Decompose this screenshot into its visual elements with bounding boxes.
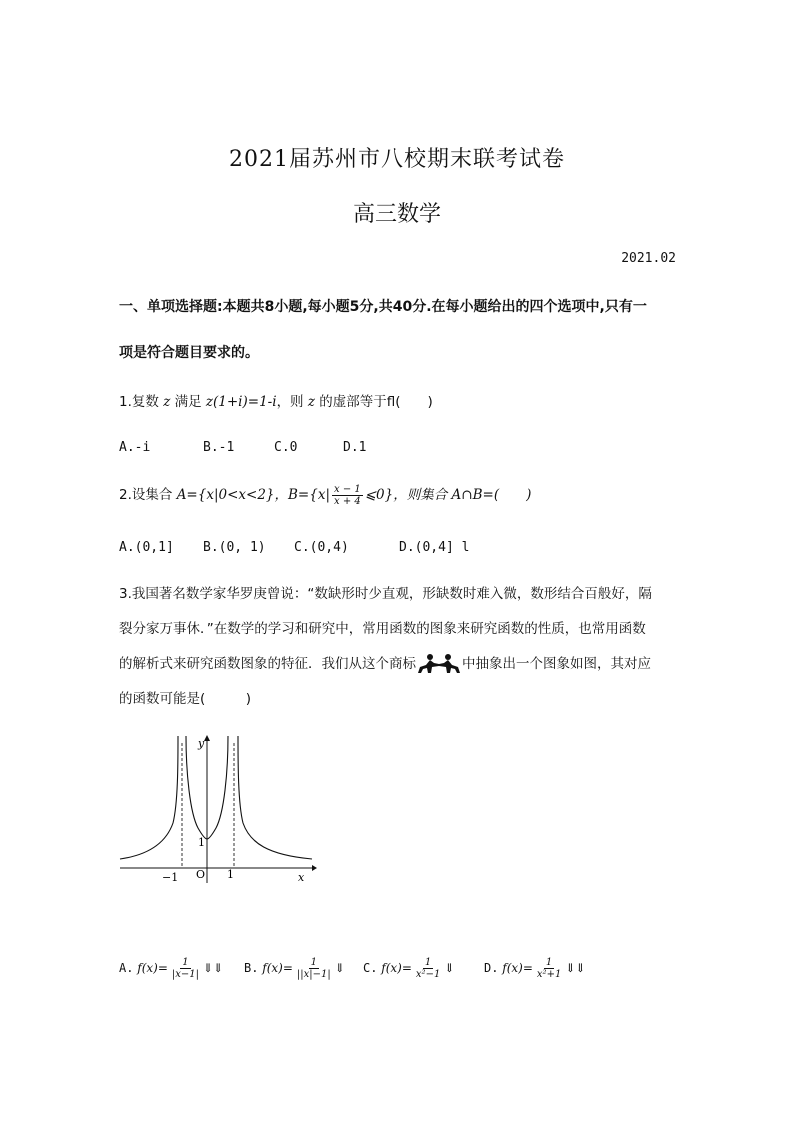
q2-option-a[interactable]: A.(0,1] (119, 540, 174, 555)
q1-option-b[interactable]: B.-1 (203, 440, 235, 455)
q2-option-b[interactable]: B.(0, 1) (203, 540, 266, 555)
q1-option-a[interactable]: A.-i (119, 440, 151, 455)
tick-y1: 1 (198, 836, 205, 849)
x-axis-label: x (298, 871, 305, 884)
q2-option-c[interactable]: C.(0,4) (294, 540, 349, 555)
q3-line3-post: 中抽象出一个图象如图，其对应 (462, 656, 651, 672)
curve-right-branch (238, 736, 312, 859)
x-axis-arrow (312, 865, 317, 871)
q1-z: z (163, 394, 171, 410)
q1-expr: z(1+i)=1-i (205, 394, 277, 410)
q1-mid1: 满足 (174, 394, 202, 410)
q2-setB-tail: ⩽0}，则集合 (364, 487, 448, 503)
tick-pos1: 1 (227, 868, 234, 881)
kappa-logo-icon (416, 653, 462, 675)
q2-frac-den: x + 4 (334, 495, 361, 507)
function-graph (118, 733, 318, 885)
question-3-line4: 的函数可能是( ) (119, 691, 252, 707)
curve-left-branch (120, 736, 178, 859)
q1-pre: 1.复数 (119, 394, 159, 410)
q2-pre: 2.设集合 (119, 487, 173, 503)
exam-subtitle: 高三数学 (352, 202, 441, 227)
section-heading-line2: 项是符合题目要求的。 (119, 345, 259, 361)
q3-option-c[interactable]: C. f(x)= $\frac{1}{\text{x²−1}}$ ⇓ (363, 957, 455, 980)
origin-label: O (196, 868, 206, 881)
q1-z2: z (307, 394, 315, 410)
question-3-line3 (119, 652, 651, 675)
q1-option-c[interactable]: C.0 (274, 440, 298, 455)
q3-option-b[interactable]: B. f(x)= $\frac{1}{||x|-1|}$ ⇓ (244, 957, 345, 980)
section-heading-line1: 一、单项选择题:本题共8小题,每小题5分,共40分.在每小题给出的四个选项中,只有一 (119, 299, 647, 315)
question-1 (119, 390, 433, 410)
tick-neg1: −1 (162, 871, 179, 884)
exam-title: 2021届苏州市八校期末联考试卷 (229, 147, 565, 172)
q2-fraction (332, 484, 363, 507)
q2-frac-num: x − 1 (334, 483, 361, 495)
q1-post: 的虚部等于fl( ) (319, 394, 433, 410)
y-axis-arrow (204, 735, 210, 741)
q3-option-a[interactable]: A. f(x)= $\frac{1}{|x-1|}$ ⇓⇓ (119, 957, 224, 980)
q2-sets: A={x|0<x<2}，B={x| (176, 487, 330, 503)
q3-option-d[interactable]: D. f(x)= $\frac{1}{\text{x²+1}}$ ⇓⇓ (484, 957, 586, 980)
question-2 (119, 483, 531, 507)
q3-line3-pre: 的解析式来研究函数图象的特征．我们从这个商标 (119, 656, 416, 672)
exam-date: 2021.02 (621, 251, 676, 266)
question-3-line2: 裂分家万事休．”在数学的学习和研究中，常用函数的图象来研究函数的性质，也常用函数 (119, 621, 646, 637)
q2-option-d[interactable]: D.(0,4] l (399, 540, 470, 555)
q1-mid2: ，则 (276, 394, 304, 410)
q1-option-d[interactable]: D.1 (343, 440, 367, 455)
q2-ask: A∩B=( ) (451, 487, 532, 503)
y-axis-label: y (198, 737, 205, 750)
question-3-line1: 3.我国著名数学家华罗庚曾说：“数缺形时少直观，形缺数时难入微，数形结合百般好，隔 (119, 586, 652, 602)
